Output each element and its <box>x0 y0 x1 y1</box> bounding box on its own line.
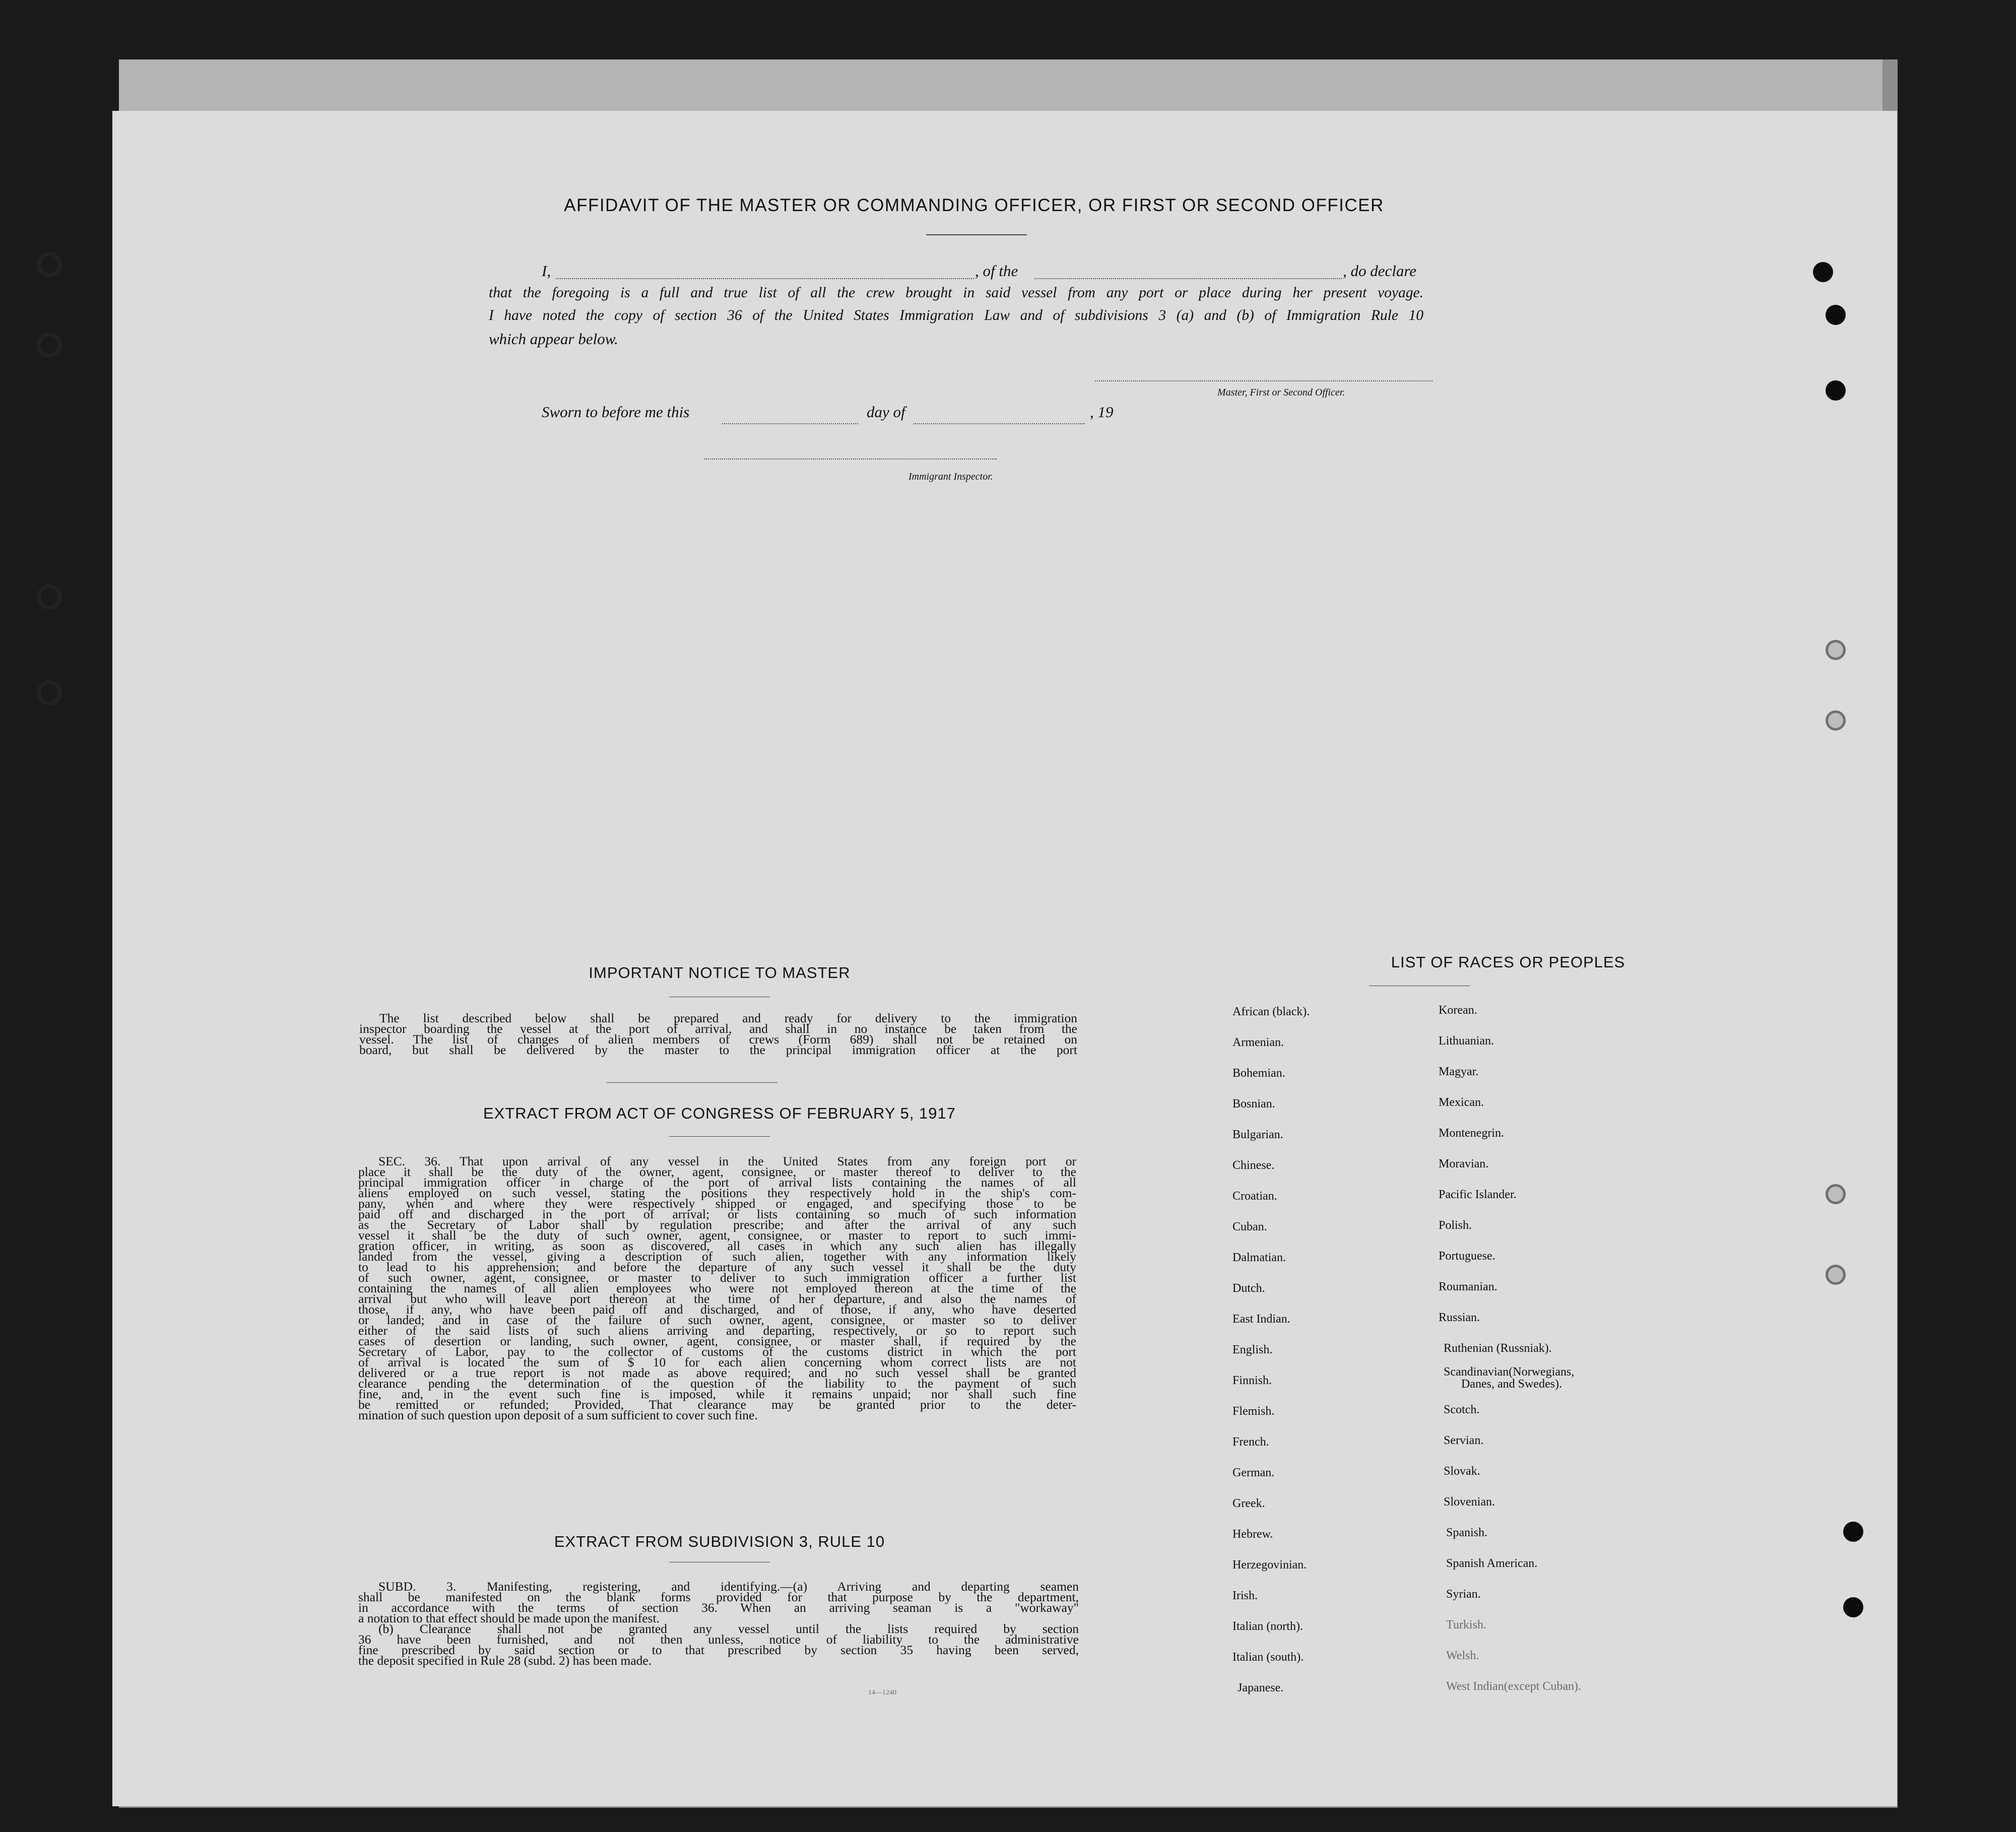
race-item: Portuguese. <box>1439 1250 1495 1263</box>
punch-hole <box>1843 1522 1863 1542</box>
race-item: Spanish. <box>1446 1526 1488 1539</box>
binder-ring-mark <box>37 680 62 705</box>
race-item: Armenian. <box>1232 1036 1284 1049</box>
race-item: African (black). <box>1232 1005 1310 1018</box>
race-item: Japanese. <box>1238 1681 1284 1694</box>
race-item: German. <box>1232 1466 1275 1479</box>
rule-extract-body <box>358 1581 1079 1666</box>
punch-hole-faint <box>1826 710 1846 731</box>
rule-line: in accordance with the terms of section 36. When an arriving seaman is a "workaway" <box>358 1600 1079 1615</box>
sworn-label: Sworn to before me this <box>542 403 690 421</box>
notice-body <box>359 1013 1077 1055</box>
rule-extract-title: EXTRACT FROM SUBDIVISION 3, RULE 10 <box>554 1533 885 1550</box>
notice-line: The list described below shall be prepared and ready for delivery to the immigration <box>379 1011 1077 1025</box>
race-item: Hebrew. <box>1232 1528 1273 1541</box>
act-extract-underline <box>669 1136 770 1137</box>
race-item: Lithuanian. <box>1439 1034 1494 1048</box>
race-item: Moravian. <box>1439 1157 1489 1170</box>
act-line: either of the said lists of such aliens arriving and departing, respectively, or so to report such <box>358 1323 1076 1338</box>
affidavit-of-the-label: , of the <box>975 262 1018 280</box>
notice-title: IMPORTANT NOTICE TO MASTER <box>589 964 851 982</box>
race-item: Slovenian. <box>1444 1495 1495 1509</box>
race-item: Italian (north). <box>1232 1620 1303 1633</box>
race-item: Chinese. <box>1232 1159 1275 1172</box>
notice-line: inspector boarding the vessel at the port of arrival, and shall in no instance be taken from the <box>359 1021 1077 1036</box>
sworn-day-blank <box>722 423 858 424</box>
race-item: Polish. <box>1439 1219 1472 1232</box>
affidavit-line-2: that the foregoing is a full and true list of all the crew brought in said vessel from any port or place during her present voyage. <box>489 285 1423 301</box>
act-line: paid off and discharged in the port of arrival; or lists containing so much of such information <box>358 1207 1076 1221</box>
act-line: mination of such question upon deposit of a sum sufficient to cover such fine. <box>358 1408 758 1422</box>
sworn-month-blank <box>914 423 1085 424</box>
race-item: Turkish. <box>1446 1618 1486 1631</box>
affidavit-line-4: which appear below. <box>489 330 618 348</box>
act-line: of arrival is located the sum of $ 10 for each alien concerning whom correct lists are not <box>358 1355 1076 1369</box>
act-line: fine, and, in the event such fine is imposed, while it remains unpaid; nor shall such fine <box>358 1387 1076 1401</box>
race-item: Scandinavian(Norwegians, <box>1444 1365 1575 1379</box>
punch-hole <box>1826 380 1846 401</box>
act-line: aliens employed on such vessel, stating the positions they respectively hold in the ship's com- <box>358 1186 1076 1200</box>
title-underline <box>926 234 1027 235</box>
race-item: Russian. <box>1439 1311 1480 1324</box>
act-line: Secretary of Labor, pay to the collector of customs of the customs district in which the port <box>358 1344 1076 1359</box>
master-caption: Master, First or Second Officer. <box>1217 387 1345 398</box>
race-item: French. <box>1232 1435 1269 1449</box>
rule-line: fine prescribed by said section or to that prescribed by section 35 having been served, <box>358 1643 1079 1657</box>
act-line: clearance pending the determination of the question of the liability to the payment of such <box>358 1376 1076 1391</box>
act-line: those, if any, who have been paid off and discharged, and of those, if any, who have deserted <box>358 1302 1076 1317</box>
inspector-signature-blank <box>704 459 997 460</box>
act-line: landed from the vessel, giving a description of such alien, together with any information likely <box>358 1249 1076 1264</box>
punch-hole <box>1843 1597 1863 1617</box>
act-line: vessel it shall be the duty of such owner, agent, consignee, or master to report to such immi- <box>358 1228 1076 1242</box>
rule-line: shall be manifested on the blank forms provided for that purpose by the department, <box>358 1590 1079 1604</box>
punch-hole <box>1826 305 1846 325</box>
act-line: or landed; and in case of the failure of such owner, agent, consignee, or master so to deliver <box>358 1313 1076 1327</box>
race-item: Syrian. <box>1446 1588 1481 1601</box>
punch-hole-faint <box>1826 1265 1846 1285</box>
affidavit-title: AFFIDAVIT OF THE MASTER OR COMMANDING OFFICER, OR FIRST OR SECOND OFFICER <box>564 195 1384 215</box>
race-item: East Indian. <box>1232 1313 1290 1326</box>
rule-line: SUBD. 3. Manifesting, registering, and identifying.—(a) Arriving and departing seamen <box>378 1579 1079 1594</box>
race-item: Roumanian. <box>1439 1280 1498 1293</box>
race-item: Bosnian. <box>1232 1097 1275 1110</box>
act-extract-title: EXTRACT FROM ACT OF CONGRESS OF FEBRUARY 5, 1917 <box>483 1104 956 1122</box>
affidavit-line-3: I have noted the copy of section 36 of the United States Immigration Law and of subdivisions 3 (a) and (b) of Immigration Rule 10 <box>489 307 1423 323</box>
name-blank <box>556 278 974 279</box>
year-label: , 19 <box>1090 403 1114 421</box>
punch-hole <box>1813 262 1833 282</box>
race-item: Dutch. <box>1232 1282 1265 1295</box>
race-item: Servian. <box>1444 1434 1484 1447</box>
rule-line: the deposit specified in Rule 28 (subd. 2) has been made. <box>358 1653 652 1668</box>
race-item: Slovak. <box>1444 1465 1480 1478</box>
act-line: of such owner, agent, consignee, or master to deliver to such immigration officer a further list <box>358 1270 1076 1285</box>
day-of-label: day of <box>867 403 905 421</box>
act-line: arrival but who will leave port thereon at the time of her departure, and also the names of <box>358 1291 1076 1306</box>
race-item: Bulgarian. <box>1232 1128 1283 1141</box>
race-item: Scotch. <box>1444 1403 1480 1416</box>
race-item: Croatian. <box>1232 1190 1277 1203</box>
race-item: Irish. <box>1232 1589 1258 1602</box>
races-title: LIST OF RACES OR PEOPLES <box>1391 953 1625 971</box>
race-item: Pacific Islander. <box>1439 1188 1517 1201</box>
race-item: Flemish. <box>1232 1405 1275 1418</box>
master-signature-blank <box>1095 380 1433 381</box>
binder-ring-mark <box>37 252 62 277</box>
act-line: place it shall be the duty of the owner, agent, consignee, or master thereof to deliver to the <box>358 1164 1076 1179</box>
race-item: Magyar. <box>1439 1065 1479 1078</box>
rule-line: (b) Clearance shall not be granted any vessel until the lists required by section <box>378 1621 1079 1636</box>
act-extract-body <box>358 1156 1076 1420</box>
race-item: Italian (south). <box>1232 1651 1304 1664</box>
race-item: Bohemian. <box>1232 1067 1285 1080</box>
act-line: cases of desertion or landing, such owner, agent, consignee, or master shall, if required by the <box>358 1334 1076 1348</box>
notice-line: vessel. The list of changes of alien members of crews (Form 689) shall not be retained on <box>359 1032 1077 1046</box>
race-item: Spanish American. <box>1446 1557 1538 1570</box>
act-line: gration officer, in writing, as soon as discovered, all cases in which any such alien has illegally <box>358 1238 1076 1253</box>
punch-hole-faint <box>1826 1184 1846 1204</box>
affidavit-declare-label: , do declare <box>1343 262 1417 280</box>
act-line: containing the names of all alien employees who were not employed thereon at the time of the <box>358 1281 1076 1295</box>
act-line: to lead to his apprehension; and before the departure of any such vessel it shall be the duty <box>358 1260 1076 1274</box>
race-item: Dalmatian. <box>1232 1251 1286 1264</box>
race-item: Finnish. <box>1232 1374 1272 1387</box>
race-item: Mexican. <box>1439 1096 1484 1109</box>
affidavit-i-label: I, <box>542 262 551 280</box>
binder-ring-mark <box>37 333 62 358</box>
manifest-page <box>112 111 1897 1806</box>
act-line: SEC. 36. That upon arrival of any vessel in the United States from any foreign port or <box>378 1154 1076 1168</box>
notice-separator <box>606 1082 777 1083</box>
act-line: delivered or a true report is not made as above required; and no such vessel shall be granted <box>358 1365 1076 1380</box>
form-number: 14—1240 <box>868 1689 896 1696</box>
act-line: be remitted or refunded; Provided, That clearance may be granted prior to the deter- <box>358 1397 1076 1412</box>
race-item: Danes, and Swedes). <box>1461 1378 1562 1391</box>
vessel-blank <box>1034 278 1342 279</box>
act-line: as the Secretary of Labor shall by regulation prescribe; and after the arrival of any such <box>358 1217 1076 1232</box>
act-line: pany, when and where they were respectively shipped or engaged, and specifying those to be <box>358 1196 1076 1211</box>
race-item: Ruthenian (Russniak). <box>1444 1342 1552 1355</box>
race-item: Montenegrin. <box>1439 1127 1504 1140</box>
rule-line: 36 have been furnished, and not then unless, notice of liability to the administrative <box>358 1632 1079 1647</box>
race-item: Herzegovinian. <box>1232 1558 1307 1572</box>
binder-ring-mark <box>37 584 62 610</box>
notice-line: board, but shall be delivered by the master to the principal immigration officer at the port <box>359 1042 1077 1057</box>
race-item: Welsh. <box>1446 1649 1479 1662</box>
race-item: English. <box>1232 1343 1273 1356</box>
underlying-sheet-edge <box>119 59 1882 116</box>
race-item: West Indian(except Cuban). <box>1446 1680 1581 1693</box>
race-item: Greek. <box>1232 1497 1265 1510</box>
race-item: Cuban. <box>1232 1220 1267 1233</box>
race-item: Korean. <box>1439 1004 1477 1017</box>
punch-hole-faint <box>1826 640 1846 660</box>
act-line: principal immigration officer in charge of the port of arrival lists containing the names of all <box>358 1175 1076 1190</box>
inspector-caption: Immigrant Inspector. <box>908 471 993 482</box>
rule-line: a notation to that effect should be made upon the manifest. <box>358 1611 660 1625</box>
